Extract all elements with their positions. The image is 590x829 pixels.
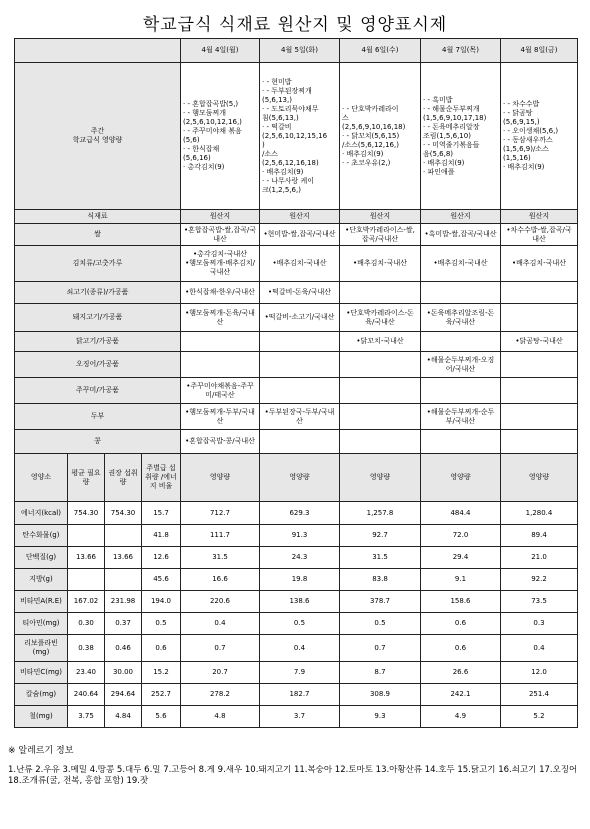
menu-cell: · - 현미밥 · - 두부된장찌개 (5,6,13,) · - 도토리묵야채무 침(5,6,13,) · - 떡갈비 (2,5,6,10,12,15,16 ) /소스 (2,5,6,12,16,18) · 배추김치(9) · - 나무사랑 케이 크(1,2,5,6,) xyxy=(260,63,340,210)
day-header: 4월 5일(화) xyxy=(260,39,340,63)
nutrient-avg: 754.30 xyxy=(68,502,105,525)
nutrient-value: 242.1 xyxy=(421,684,501,706)
day-header: 4월 6일(수) xyxy=(340,39,421,63)
origin-cell: •닭꼬치-국내산 xyxy=(340,332,421,352)
nutrient-avg: 0.38 xyxy=(68,635,105,662)
nutrient-value: 12.0 xyxy=(501,662,578,684)
page-title: 학교급식 식재료 원산지 및 영양표시제 xyxy=(142,15,448,35)
origin-col-header: 원산지 xyxy=(340,210,421,224)
nutrient-rec: 4.84 xyxy=(105,706,142,728)
nutrient-rec: 231.98 xyxy=(105,591,142,613)
nutrient-avg: 13.66 xyxy=(68,547,105,569)
origin-header: 식재료 xyxy=(15,210,181,224)
menu-label: 주간 학교급식 영양량 xyxy=(15,63,181,210)
nutrient-value: 24.3 xyxy=(260,547,340,569)
nutrient-name: 비타민C(mg) xyxy=(15,662,68,684)
origin-item: 두부 xyxy=(15,404,181,430)
nutrient-value: 83.8 xyxy=(340,569,421,591)
nutrition-col-header: 평균 필요량 xyxy=(68,454,105,502)
origin-cell xyxy=(501,352,578,378)
nutrition-col-header: 영양량 xyxy=(421,454,501,502)
nutrient-value: 31.5 xyxy=(181,547,260,569)
origin-cell: •해물순두부찌개-오징어/국내산 xyxy=(421,352,501,378)
menu-table xyxy=(14,38,578,728)
nutrient-value: 251.4 xyxy=(501,684,578,706)
nutrient-rec: 294.64 xyxy=(105,684,142,706)
origin-cell: •한식잡채-한우/국내산 xyxy=(181,282,260,304)
nutrient-value: 712.7 xyxy=(181,502,260,525)
origin-cell: •햄모둠찌개-돈육/국내산 xyxy=(181,304,260,332)
nutrient-value: 138.6 xyxy=(260,591,340,613)
nutrient-value: 4.9 xyxy=(421,706,501,728)
origin-cell: •배추김치-국내산 xyxy=(260,246,340,282)
nutrient-name: 지방(g) xyxy=(15,569,68,591)
menu-cell: · - 단호박카레라이 스 (2,5,6,9,10,16,18) · - 닭꼬치(5,6,15) /소스(5,6,12,16,) · 배추김치(9) · - 초코우유(2,) xyxy=(340,63,421,210)
origin-item: 김치류/고춧가루 xyxy=(15,246,181,282)
origin-cell xyxy=(421,282,501,304)
allergy-title: ※ 알레르기 정보 xyxy=(8,746,74,756)
nutrition-col-header: 주별급 섭취량 /에너지 비율 xyxy=(142,454,181,502)
day-header: 4월 4일(월) xyxy=(181,39,260,63)
origin-cell xyxy=(501,404,578,430)
origin-cell: •단호박카레라이스-돈육/국내산 xyxy=(340,304,421,332)
nutrient-ratio: 194.0 xyxy=(142,591,181,613)
nutrient-value: 0.5 xyxy=(340,613,421,635)
nutrient-ratio: 252.7 xyxy=(142,684,181,706)
nutrient-ratio: 15.7 xyxy=(142,502,181,525)
nutrient-rec: 0.46 xyxy=(105,635,142,662)
nutrient-name: 에너지(kcal) xyxy=(15,502,68,525)
origin-col-header: 원산지 xyxy=(421,210,501,224)
origin-cell: •총각김치-국내산 •햄모둠찌개-배추김치/국내산 xyxy=(181,246,260,282)
origin-cell: •배추김치-국내산 xyxy=(340,246,421,282)
nutrient-value: 9.1 xyxy=(421,569,501,591)
nutrition-col-header: 영양량 xyxy=(181,454,260,502)
header-blank xyxy=(15,39,181,63)
nutrient-avg xyxy=(68,525,105,547)
nutrient-name: 철(mg) xyxy=(15,706,68,728)
origin-cell: •혼합잡곡밥-쌀,잡곡/국내산 xyxy=(181,224,260,246)
nutrient-avg xyxy=(68,569,105,591)
nutrient-value: 220.6 xyxy=(181,591,260,613)
origin-cell xyxy=(501,304,578,332)
nutrient-value: 378.7 xyxy=(340,591,421,613)
origin-cell xyxy=(421,430,501,454)
origin-cell: •해물순두부찌개-순두부/국내산 xyxy=(421,404,501,430)
nutrient-rec xyxy=(105,525,142,547)
origin-item: 쌀 xyxy=(15,224,181,246)
nutrient-value: 484.4 xyxy=(421,502,501,525)
nutrient-rec: 30.00 xyxy=(105,662,142,684)
nutrient-ratio: 0.6 xyxy=(142,635,181,662)
allergy-list: 1.난류 2.우유 3.메밀 4.땅콩 5.대두 6.밀 7.고등어 8.게 9.새우 10.돼지고기 11.복숭아 12.토마토 13.아황산류 14.호두 15.닭고기 16.쇠고기 17.오징어 18.조개류(굴, 전복, 홍합 포함) 19.잣 xyxy=(8,765,578,786)
nutrient-value: 0.6 xyxy=(421,613,501,635)
nutrient-name: 단백질(g) xyxy=(15,547,68,569)
nutrient-value: 0.5 xyxy=(260,613,340,635)
origin-cell xyxy=(181,352,260,378)
origin-cell: •차수수밥-쌀,잡곡/국내산 xyxy=(501,224,578,246)
origin-cell: •떡갈비-돈육/국내산 xyxy=(260,282,340,304)
origin-cell: •돈육메추리알조림-돈육/국내산 xyxy=(421,304,501,332)
nutrition-col-header: 영양량 xyxy=(260,454,340,502)
origin-cell xyxy=(340,378,421,404)
nutrient-value: 9.3 xyxy=(340,706,421,728)
origin-item: 돼지고기/가공품 xyxy=(15,304,181,332)
nutrient-rec: 13.66 xyxy=(105,547,142,569)
origin-cell xyxy=(340,404,421,430)
origin-cell xyxy=(260,430,340,454)
origin-cell xyxy=(501,282,578,304)
origin-cell: •주꾸미야채볶음-주꾸미/태국산 xyxy=(181,378,260,404)
nutrient-value: 111.7 xyxy=(181,525,260,547)
origin-cell: •단호박카레라이스-쌀,잡곡/국내산 xyxy=(340,224,421,246)
origin-cell xyxy=(181,332,260,352)
nutrient-rec xyxy=(105,569,142,591)
origin-cell xyxy=(501,430,578,454)
nutrient-value: 20.7 xyxy=(181,662,260,684)
origin-cell xyxy=(260,378,340,404)
nutrient-value: 31.5 xyxy=(340,547,421,569)
nutrient-value: 0.4 xyxy=(260,635,340,662)
menu-cell: · - 혼합잡곡밥(5,) · - 햄모둠찌개 (2,5,6,10,12,16,) · - 주꾸미야채 볶음 (5,6) · - 한식잡채 (5,6,16) · 총각김치(9) xyxy=(181,63,260,210)
nutrient-value: 8.7 xyxy=(340,662,421,684)
origin-cell: •두부된장국-두부/국내산 xyxy=(260,404,340,430)
nutrient-value: 1,280.4 xyxy=(501,502,578,525)
origin-cell: •닭곰탕-국내산 xyxy=(501,332,578,352)
nutrition-col-header: 영양량 xyxy=(340,454,421,502)
nutrient-value: 1,257.8 xyxy=(340,502,421,525)
nutrient-ratio: 0.5 xyxy=(142,613,181,635)
menu-cell: · - 흑미밥 · - 해물순두부찌개 (1,5,6,9,10,17,18) · - 돈육메추리알장 조림(1,5,6,10) · - 미역줄기볶음들 음(5,6,8) · 배추김치(9) · 파인애플 xyxy=(421,63,501,210)
origin-cell: •현미밥-쌀,잡곡/국내산 xyxy=(260,224,340,246)
day-header: 4월 7일(목) xyxy=(421,39,501,63)
nutrient-value: 91.3 xyxy=(260,525,340,547)
nutrient-ratio: 12.6 xyxy=(142,547,181,569)
nutrient-value: 308.9 xyxy=(340,684,421,706)
nutrient-value: 0.3 xyxy=(501,613,578,635)
menu-cell: · - 차수수밥 · - 닭곰탕 (5,6,9,15,) · - 오이생채(5,6,) · - 동삼새우까스 (1,5,6,9)/소스 (1,5,16) · 배추김치(9) xyxy=(501,63,578,210)
nutrient-value: 29.4 xyxy=(421,547,501,569)
origin-item: 콩 xyxy=(15,430,181,454)
origin-cell xyxy=(340,430,421,454)
nutrition-col-header: 권장 섭취량 xyxy=(105,454,142,502)
origin-item: 오징어/가공품 xyxy=(15,352,181,378)
nutrient-value: 5.2 xyxy=(501,706,578,728)
nutrient-value: 89.4 xyxy=(501,525,578,547)
nutrient-value: 4.8 xyxy=(181,706,260,728)
origin-cell: •흑미밥-쌀,잡곡/국내산 xyxy=(421,224,501,246)
nutrient-ratio: 15.2 xyxy=(142,662,181,684)
nutrient-rec: 754.30 xyxy=(105,502,142,525)
nutrient-value: 16.6 xyxy=(181,569,260,591)
nutrient-value: 0.7 xyxy=(181,635,260,662)
nutrient-value: 0.4 xyxy=(501,635,578,662)
nutrient-name: 칼슘(mg) xyxy=(15,684,68,706)
origin-cell xyxy=(260,352,340,378)
origin-cell: •혼합잡곡밥-콩/국내산 xyxy=(181,430,260,454)
nutrient-value: 72.0 xyxy=(421,525,501,547)
nutrient-name: 리보플라빈 (mg) xyxy=(15,635,68,662)
nutrient-rec: 0.37 xyxy=(105,613,142,635)
origin-cell xyxy=(260,332,340,352)
origin-cell: •배추김치-국내산 xyxy=(501,246,578,282)
origin-cell xyxy=(501,378,578,404)
origin-col-header: 원산지 xyxy=(181,210,260,224)
nutrient-value: 21.0 xyxy=(501,547,578,569)
origin-item: 쇠고기(종류)/가공품 xyxy=(15,282,181,304)
nutrient-avg: 3.75 xyxy=(68,706,105,728)
origin-cell: •떡갈비-소고기/국내산 xyxy=(260,304,340,332)
nutrient-avg: 0.30 xyxy=(68,613,105,635)
nutrition-col-header: 영양량 xyxy=(501,454,578,502)
origin-cell: •배추김치-국내산 xyxy=(421,246,501,282)
nutrient-value: 629.3 xyxy=(260,502,340,525)
nutrient-value: 92.7 xyxy=(340,525,421,547)
nutrient-value: 0.4 xyxy=(181,613,260,635)
nutrient-ratio: 41.8 xyxy=(142,525,181,547)
nutrient-value: 0.6 xyxy=(421,635,501,662)
origin-item: 주꾸미/가공품 xyxy=(15,378,181,404)
origin-col-header: 원산지 xyxy=(260,210,340,224)
nutrient-value: 7.9 xyxy=(260,662,340,684)
origin-cell xyxy=(421,332,501,352)
origin-item: 닭고기/가공품 xyxy=(15,332,181,352)
nutrient-value: 158.6 xyxy=(421,591,501,613)
nutrient-value: 182.7 xyxy=(260,684,340,706)
nutrient-value: 19.8 xyxy=(260,569,340,591)
nutrient-value: 73.5 xyxy=(501,591,578,613)
nutrient-value: 92.2 xyxy=(501,569,578,591)
day-header: 4월 8일(금) xyxy=(501,39,578,63)
nutrient-name: 비타민A(R.E) xyxy=(15,591,68,613)
origin-col-header: 원산지 xyxy=(501,210,578,224)
nutrient-ratio: 5.6 xyxy=(142,706,181,728)
nutrient-value: 3.7 xyxy=(260,706,340,728)
nutrient-value: 278.2 xyxy=(181,684,260,706)
origin-cell: •햄모둠찌개-두부/국내산 xyxy=(181,404,260,430)
nutrition-col-header: 영양소 xyxy=(15,454,68,502)
origin-cell xyxy=(421,378,501,404)
nutrient-avg: 23.40 xyxy=(68,662,105,684)
nutrient-value: 26.6 xyxy=(421,662,501,684)
nutrient-avg: 167.02 xyxy=(68,591,105,613)
origin-cell xyxy=(340,352,421,378)
nutrient-name: 탄수화물(g) xyxy=(15,525,68,547)
nutrient-ratio: 45.6 xyxy=(142,569,181,591)
nutrient-value: 0.7 xyxy=(340,635,421,662)
nutrient-name: 티아민(mg) xyxy=(15,613,68,635)
origin-cell xyxy=(340,282,421,304)
nutrient-avg: 240.64 xyxy=(68,684,105,706)
